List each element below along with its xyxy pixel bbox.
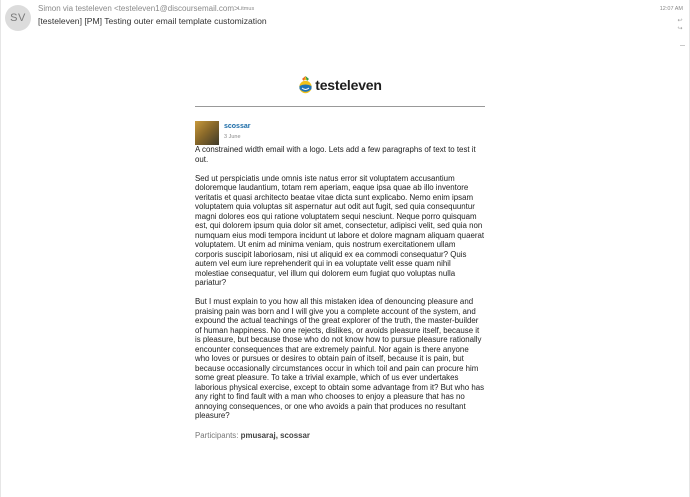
post-author (195, 121, 485, 145)
post-date: 3 June (224, 134, 241, 140)
received-time: 12:07 AM (659, 6, 683, 12)
sender-avatar[interactable]: SV (5, 5, 31, 31)
email-header (1, 0, 689, 34)
header-actions (677, 18, 683, 34)
participants-line (195, 431, 485, 440)
participants-list[interactable]: pmusaraj, scossar (240, 430, 310, 440)
testeleven-logo-icon (298, 75, 313, 95)
header-divider (195, 106, 485, 107)
participants-label: Participants: (195, 430, 239, 440)
more-icon[interactable] (680, 45, 685, 46)
author-name[interactable]: scossar (224, 123, 251, 130)
mail-tag[interactable]: Litmus (238, 6, 255, 12)
author-avatar[interactable] (195, 121, 219, 145)
brand-name: testeleven (315, 77, 382, 93)
post-paragraph: Sed ut perspiciatis unde omnis iste natus error sit voluptatem accusantium doloremque laudantium, totam rem aperiam, eaque ipsa quae ab illo inventore veritatis et quasi architecto beatae vitae dicta sunt explicabo. Nemo enim ipsam voluptatem quia voluptas sit aspernatur aut odit aut fugit, sed quia consequuntur magni dolores eos qui ratione voluptatem sequi nesciunt. Neque porro quisquam est, qui dolorem ipsum quia dolor sit amet, consectetur, adipisci velit, sed quia non numquam eius modi tempora incidunt ut labore et dolore magnam aliquam quaerat voluptatem. Ut enim ad minima veniam, quis nostrum exercitationem ullam corporis suscipit laboriosam, nisi ut aliquid ex ea commodi consequatur? Quis autem vel eum iure reprehenderit qui in ea voluptate velit esse quam nihil molestiae consequatur, vel illum qui dolorem eum fugiat quo voluptas nulla pariatur? (195, 173, 485, 287)
email-body (195, 70, 485, 440)
email-subject: [testeleven] [PM] Testing outer email template customization (38, 16, 267, 26)
brand-logo[interactable] (195, 70, 485, 100)
post-paragraph: A constrained width email with a logo. Lets add a few paragraphs of text to test it out. (195, 145, 476, 164)
reply-icon[interactable]: ↩ (677, 18, 683, 24)
sender-line[interactable]: Simon via testeleven <testeleven1@discoursemail.com> (38, 4, 239, 13)
post-paragraph: But I must explain to you how all this mistaken idea of denouncing pleasure and praising pain was born and I will give you a complete account of the system, and expound the actual teachings of the great explorer of the truth, the master-builder of human happiness. No one rejects, dislikes, or avoids pleasure itself, because it is pleasure, but because those who do not know how to pursue pleasure rationally encounter consequences that are extremely painful. Nor again is there anyone who loves or pursues or desires to obtain pain of itself, because it is pain, but because occasionally circumstances occur in which toil and pain can procure him some great pleasure. To take a trivial example, which of us ever undertakes laborious physical exercise, except to obtain some advantage from it? But who has any right to find fault with a man who chooses to enjoy a pleasure that has no annoying consequences, or one who avoids a pain that produces no resultant pleasure? (195, 297, 485, 420)
forward-icon[interactable]: ↪ (677, 26, 683, 32)
